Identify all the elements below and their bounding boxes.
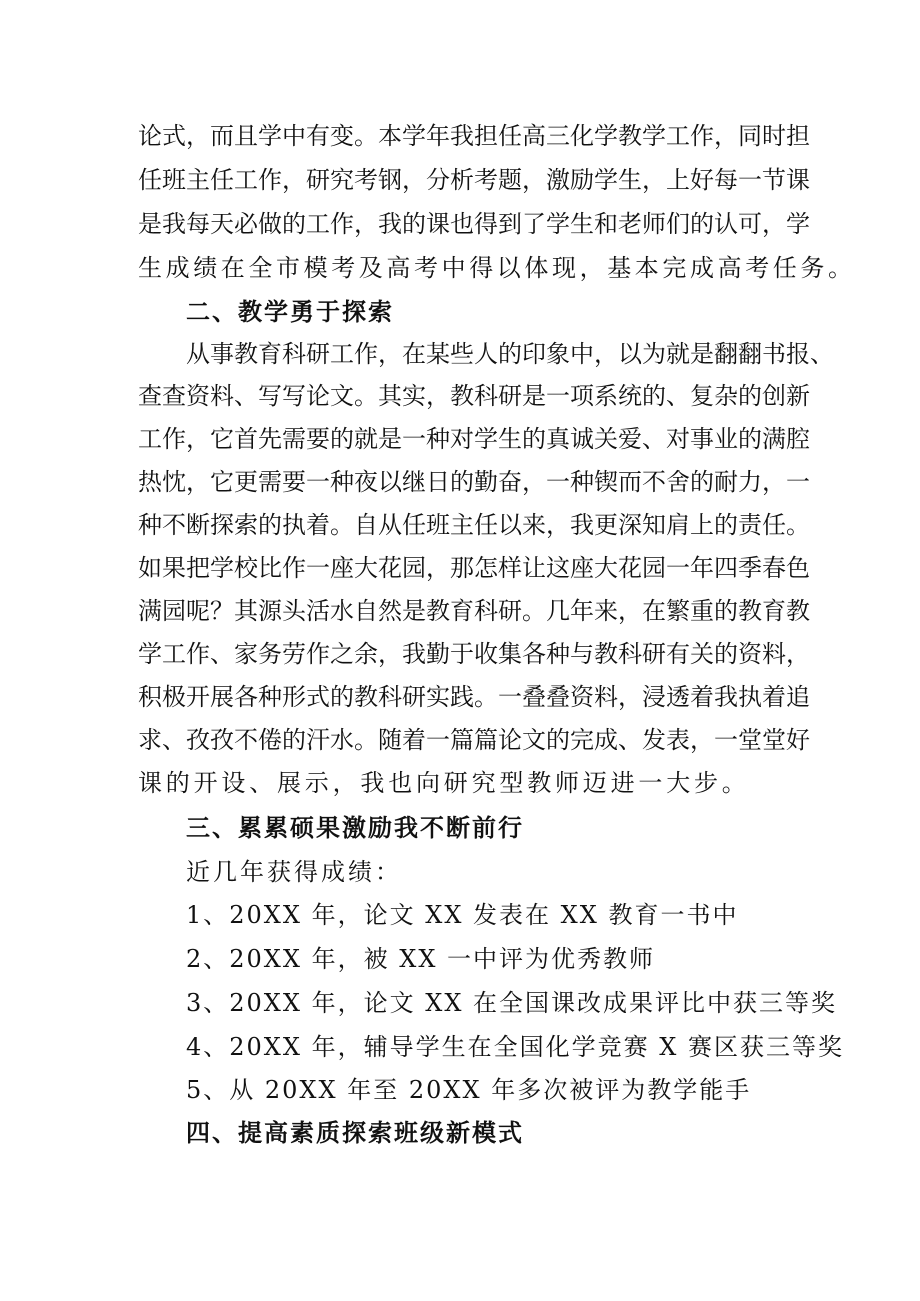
achievement-item-5: 5、从 20XX 年至 20XX 年多次被评为教学能手 bbox=[186, 1076, 752, 1104]
paragraph-1-line-2: 任班主任工作，研究考钢，分析考题，激励学生，上好每一节课 bbox=[138, 166, 810, 194]
paragraph-2-line-9: 积极开展各种形式的教科研实践。一叠叠资料，浸透着我执着追 bbox=[138, 683, 810, 711]
achievement-item-3: 3、20XX 年，论文 XX 在全国课改成果评比中获三等奖 bbox=[186, 989, 838, 1017]
paragraph-1-line-3: 是我每天必做的工作，我的课也得到了学生和老师们的认可，学 bbox=[138, 210, 810, 238]
achievements-intro: 近几年获得成绩： bbox=[186, 858, 402, 886]
paragraph-2-line-4: 热忱，它更需要一种夜以继日的勤奋，一种锲而不舍的耐力，一 bbox=[138, 468, 810, 496]
paragraph-2-line-2: 查查资料、写写论文。其实，教科研是一项系统的、复杂的创新 bbox=[138, 382, 810, 410]
section-heading-2: 二、教学勇于探索 bbox=[186, 298, 394, 326]
paragraph-1-line-1: 论式，而且学中有变。本学年我担任高三化学教学工作，同时担 bbox=[138, 122, 810, 150]
paragraph-2-line-10: 求、孜孜不倦的汗水。随着一篇篇论文的完成、发表，一堂堂好 bbox=[138, 726, 810, 754]
paragraph-2-line-8: 学工作、家务劳作之余，我勤于收集各种与教科研有关的资料， bbox=[138, 640, 810, 668]
section-heading-3: 三、累累硕果激励我不断前行 bbox=[186, 814, 524, 842]
section-heading-4: 四、提高素质探索班级新模式 bbox=[186, 1119, 524, 1147]
paragraph-2-line-5: 种不断探索的执着。自从任班主任以来，我更深知肩上的责任。 bbox=[138, 511, 810, 539]
paragraph-2-line-11: 课的开设、展示，我也向研究型教师迈进一大步。 bbox=[138, 769, 750, 797]
achievement-item-1: 1、20XX 年，论文 XX 发表在 XX 教育一书中 bbox=[186, 901, 739, 929]
paragraph-1-line-4: 生成绩在全市模考及高考中得以体现，基本完成高考任务。 bbox=[138, 254, 856, 282]
paragraph-2-line-3: 工作，它首先需要的就是一种对学生的真诚关爱、对事业的满腔 bbox=[138, 425, 810, 453]
paragraph-2-line-6: 如果把学校比作一座大花园，那怎样让这座大花园一年四季春色 bbox=[138, 554, 810, 582]
paragraph-2-line-7: 满园呢？其源头活水自然是教育科研。几年来，在繁重的教育教 bbox=[138, 597, 810, 625]
achievement-item-4: 4、20XX 年，辅导学生在全国化学竞赛 X 赛区获三等奖 bbox=[186, 1033, 844, 1061]
achievement-item-2: 2、20XX 年，被 XX 一中评为优秀教师 bbox=[186, 945, 656, 973]
paragraph-2-line-1: 从事教育科研工作，在某些人的印象中，以为就是翻翻书报、 bbox=[186, 340, 834, 368]
